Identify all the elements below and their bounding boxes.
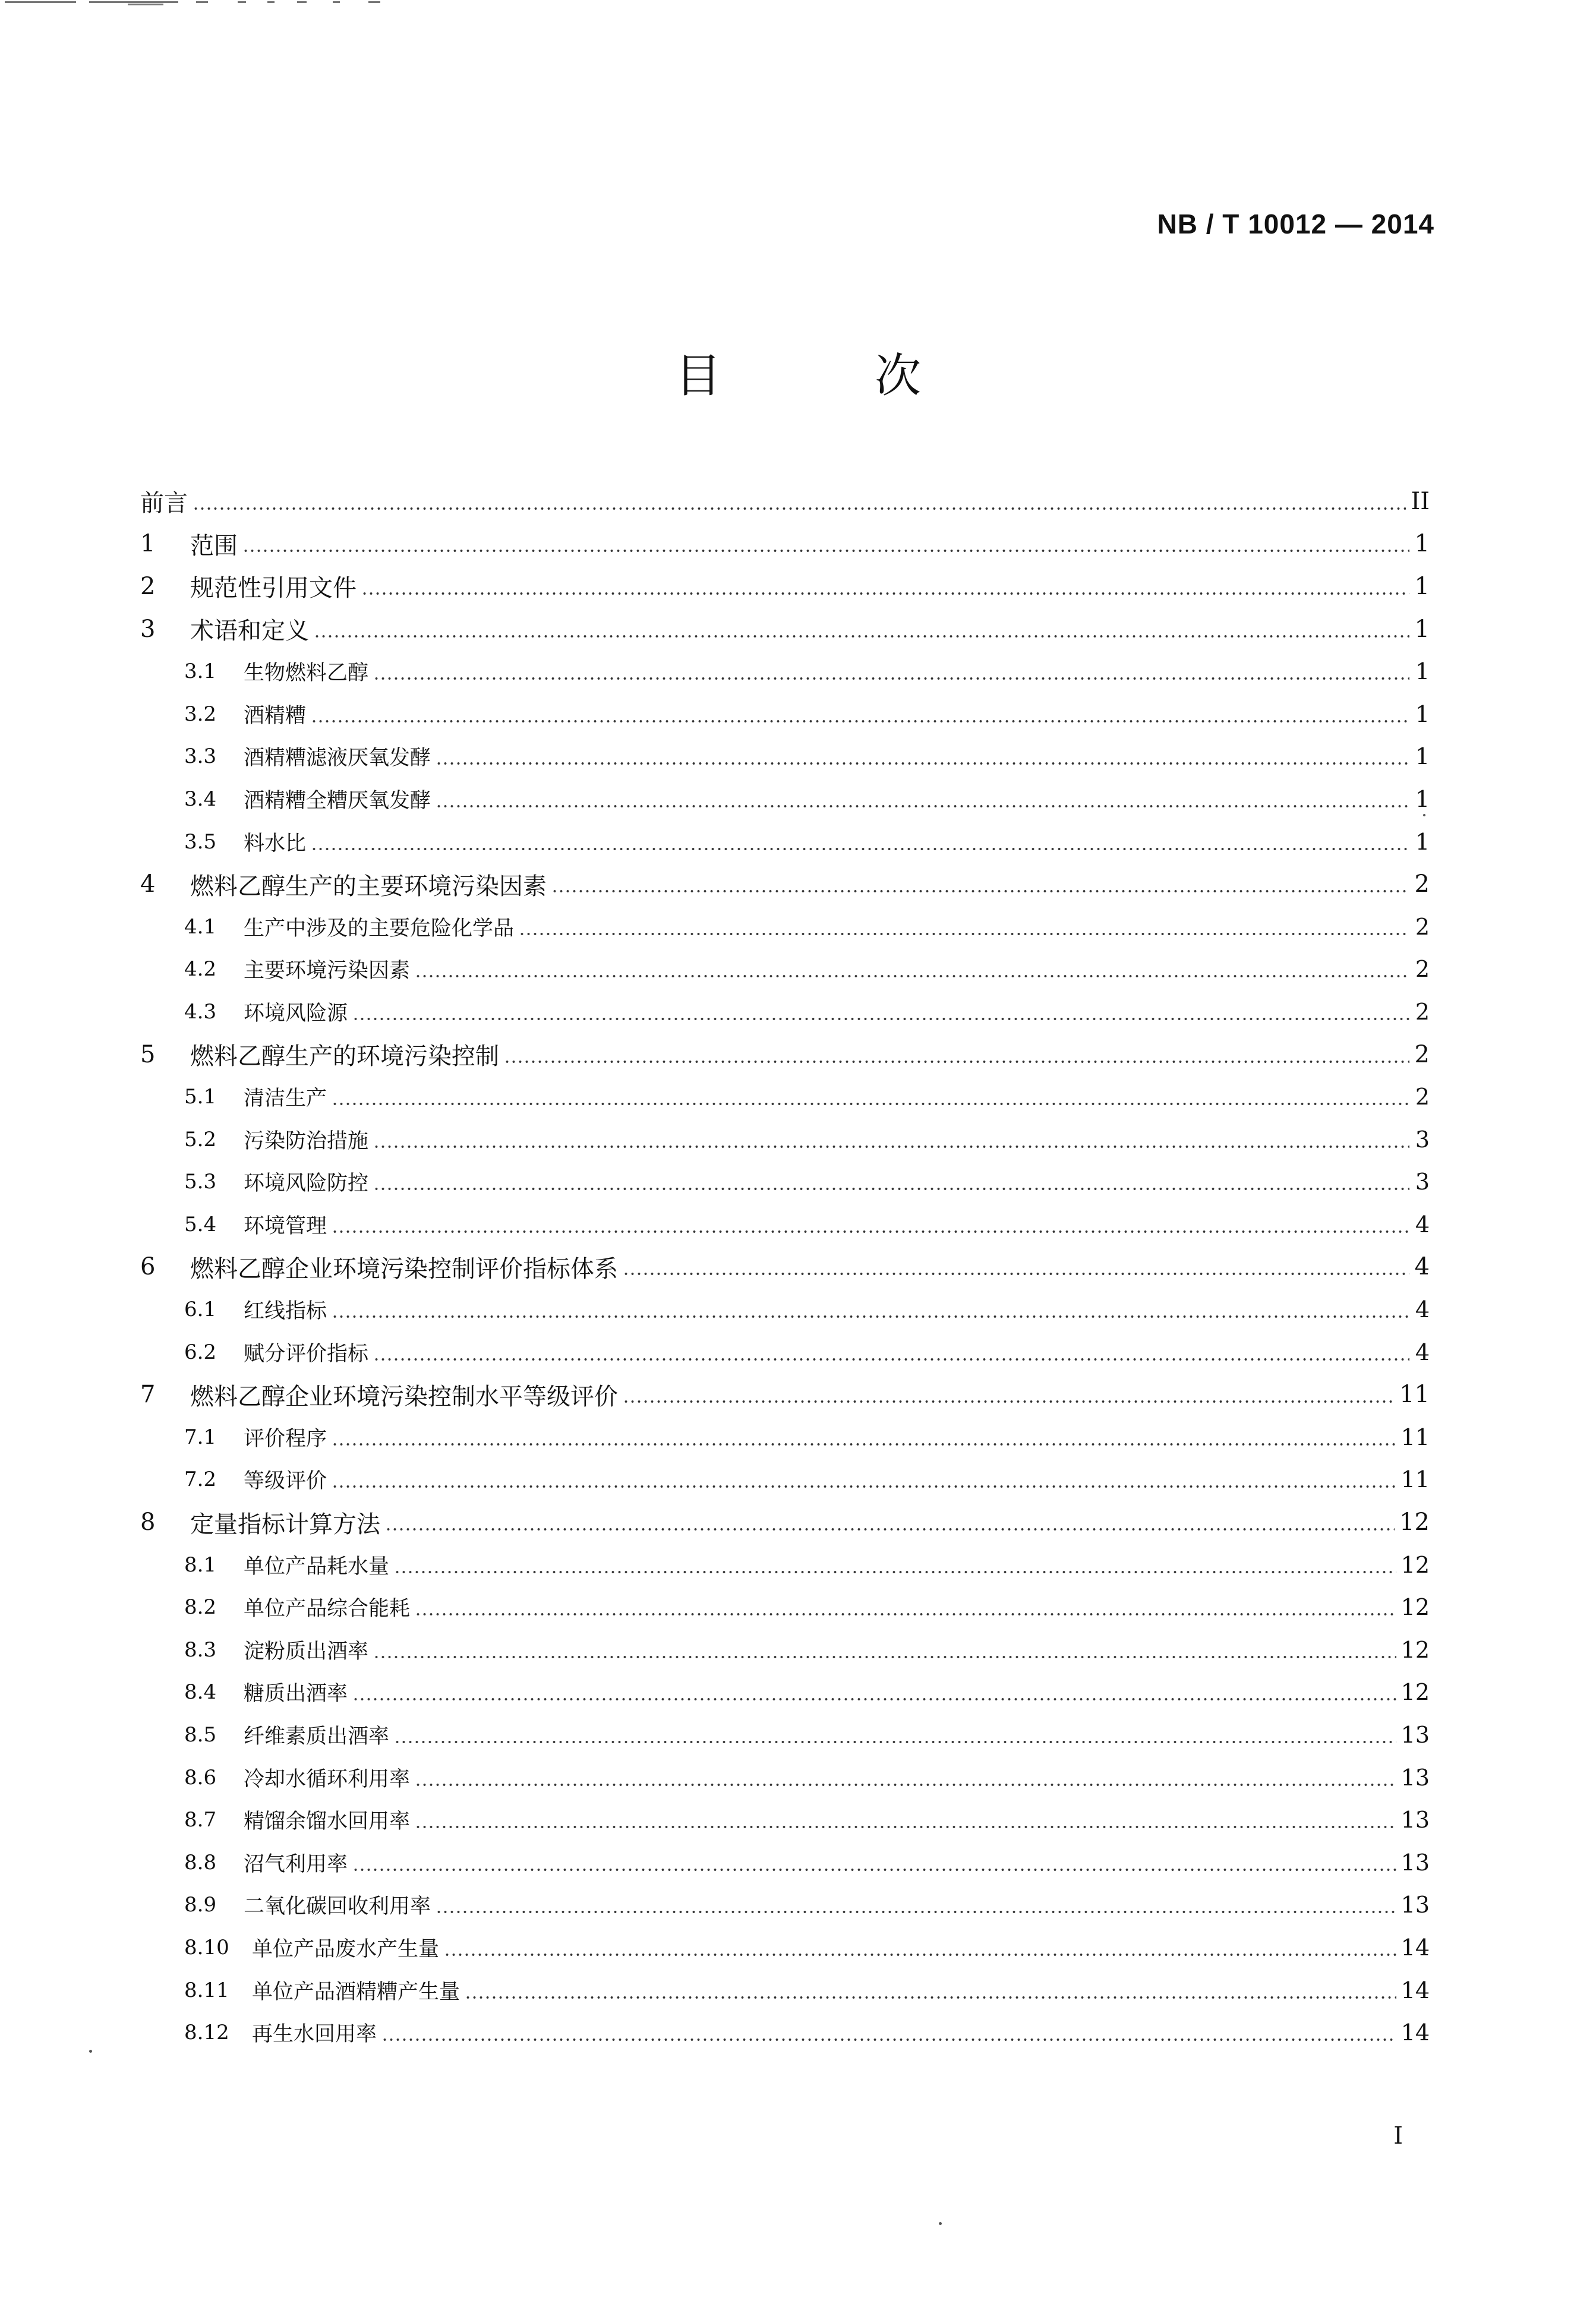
toc-entry-page: 2 (1414, 1040, 1430, 1068)
toc-entry (140, 608, 1430, 651)
toc-entry-number: 3.5 (184, 829, 217, 854)
toc-subentry (140, 1629, 1430, 1671)
toc-subentry (140, 1203, 1430, 1246)
toc-entry-label: 术语和定义 (190, 617, 309, 645)
dot-leader (314, 635, 1409, 638)
toc-entry-label: 规范性引用文件 (190, 575, 357, 602)
dot-leader (394, 1571, 1396, 1573)
toc-entry-page: 4 (1415, 1339, 1430, 1365)
toc-entry-label: 燃料乙醇生产的主要环境污染因素 (190, 872, 547, 900)
toc-entry-number: 3.3 (184, 744, 217, 769)
dot-leader (436, 1911, 1396, 1913)
toc-entry-number: 4 (140, 870, 156, 898)
toc-entry-number: 6.2 (184, 1340, 217, 1364)
toc-entry-label: 冷却水循环利用率 (244, 1767, 411, 1791)
page-title: 目 次 (674, 349, 974, 403)
toc-entry-number: 5.4 (184, 1212, 217, 1236)
toc-entry-label: 红线指标 (244, 1299, 327, 1324)
toc-entry-page: 1 (1414, 615, 1430, 643)
toc-entry (140, 523, 1430, 566)
toc-entry-page: 13 (1401, 1722, 1430, 1749)
toc-entry-page: 2 (1414, 870, 1430, 898)
dot-leader (436, 762, 1409, 765)
toc-entry-number: 4.1 (184, 914, 217, 939)
toc-entry-number: 3.4 (184, 787, 217, 811)
toc-entry-page: 12 (1401, 1636, 1430, 1663)
standard-code: NB / T 10012 — 2014 (1157, 209, 1434, 239)
toc-entry-label: 二氧化碳回收利用率 (244, 1895, 431, 1919)
toc-entry-number: 8.12 (184, 2021, 229, 2045)
dot-leader (415, 1613, 1396, 1615)
toc-subentry (140, 1841, 1430, 1884)
toc-entry-number: 6 (140, 1253, 156, 1281)
page-number: I (1393, 2122, 1403, 2150)
toc-subentry (140, 1756, 1430, 1799)
toc-entry-number: 5 (140, 1040, 156, 1068)
dot-leader (361, 592, 1409, 595)
dot-leader (436, 805, 1409, 807)
toc-entry-label: 再生水回用率 (252, 2022, 377, 2047)
toc-entry-label: 定量指标计算方法 (190, 1510, 380, 1538)
dot-leader (385, 1528, 1395, 1530)
toc-entry-number: 5.3 (184, 1170, 217, 1194)
dot-leader (519, 933, 1409, 935)
toc-subentry (140, 650, 1430, 693)
toc-entry-number: 8.10 (184, 1935, 229, 1959)
toc-entry-page: 3 (1415, 1169, 1430, 1195)
toc-entry-page: 13 (1401, 1892, 1430, 1918)
toc-entry (140, 1501, 1430, 1544)
toc-entry-page: 3 (1415, 1126, 1430, 1153)
dot-leader (373, 1358, 1409, 1361)
toc-entry-number: 7.2 (184, 1468, 217, 1492)
toc-entry-page: 2 (1415, 1084, 1430, 1110)
toc-subentry (140, 1416, 1430, 1459)
dot-leader (373, 677, 1409, 680)
toc-subentry (140, 1459, 1430, 1501)
dot-leader (332, 1230, 1409, 1233)
toc-entry-number: 3.1 (184, 659, 217, 684)
dot-leader (332, 1485, 1396, 1488)
dot-leader (415, 975, 1409, 977)
toc-entry-page: 1 (1415, 658, 1430, 685)
scan-speck (1423, 814, 1425, 816)
toc-entry-number: 3.2 (184, 702, 217, 726)
dot-leader (444, 1954, 1396, 1956)
dot-leader (623, 1400, 1395, 1403)
toc-subentry (140, 1969, 1430, 2012)
toc-entry (140, 480, 1430, 523)
toc-subentry (140, 1713, 1430, 1756)
toc-entry-number: 8.9 (184, 1893, 217, 1917)
toc-entry-page: 1 (1415, 743, 1430, 770)
toc-entry-label: 单位产品耗水量 (244, 1554, 390, 1579)
toc-entry-label: 燃料乙醇企业环境污染控制评价指标体系 (190, 1255, 618, 1283)
toc-entry-label: 环境风险防控 (244, 1172, 369, 1196)
toc-subentry (140, 1161, 1430, 1204)
toc-entry-label: 酒精糟滤液厌氧发酵 (244, 746, 431, 771)
toc-subentry (140, 1884, 1430, 1927)
toc-subentry (140, 1798, 1430, 1841)
toc-subentry (140, 1075, 1430, 1118)
toc-entry-label: 单位产品综合能耗 (244, 1597, 411, 1621)
dot-leader (504, 1061, 1409, 1063)
dot-leader (242, 550, 1409, 552)
dot-leader (311, 848, 1409, 850)
dot-leader (193, 507, 1406, 510)
dot-leader (311, 720, 1409, 722)
toc-entry-number: 8.4 (184, 1680, 217, 1705)
dot-leader (373, 1656, 1396, 1658)
toc-entry-page: II (1411, 487, 1430, 515)
toc-entry-page: 12 (1401, 1594, 1430, 1621)
dot-leader (373, 1188, 1409, 1190)
toc-entry-number: 8.11 (184, 1978, 229, 2002)
toc-entry-number: 5.2 (184, 1127, 217, 1151)
toc-entry-number: 8.3 (184, 1637, 217, 1662)
toc-entry-label: 生物燃料乙醇 (244, 661, 369, 686)
toc-entry-page: 13 (1401, 1807, 1430, 1834)
toc-entry-page: 1 (1414, 530, 1430, 558)
toc-entry-page: 4 (1414, 1253, 1430, 1281)
toc-entry-page: 1 (1415, 700, 1430, 727)
dot-leader (352, 1018, 1409, 1020)
dot-leader (352, 1698, 1396, 1700)
toc-entry-page: 2 (1415, 913, 1430, 940)
toc-entry-page: 4 (1415, 1211, 1430, 1238)
toc-subentry (140, 1544, 1430, 1586)
toc-entry-page: 11 (1401, 1466, 1430, 1493)
toc-entry-label: 环境风险源 (244, 1001, 348, 1025)
toc-entry-page: 4 (1415, 1296, 1430, 1323)
toc-entry-label: 污染防治措施 (244, 1129, 369, 1153)
toc-entry-number: 3 (140, 615, 156, 643)
toc-entry-number: 4.3 (184, 999, 217, 1024)
toc-entry-label: 生产中涉及的主要危险化学品 (244, 916, 515, 941)
toc-entry-label: 燃料乙醇生产的环境污染控制 (190, 1043, 499, 1071)
toc-entry-label: 沼气利用率 (244, 1852, 348, 1876)
dot-leader (551, 890, 1409, 892)
toc-entry-page: 12 (1399, 1509, 1430, 1536)
toc-entry-page: 12 (1401, 1551, 1430, 1578)
toc-entry-number: 4.2 (184, 957, 217, 982)
toc-entry-page: 1 (1414, 572, 1430, 600)
toc-entry-label: 糖质出酒率 (244, 1682, 348, 1706)
toc-entry-label: 范围 (190, 532, 238, 560)
toc-entry-number: 6.1 (184, 1298, 217, 1322)
toc-entry-page: 13 (1401, 1849, 1430, 1876)
toc-entry-label: 酒精糟全糟厌氧发酵 (244, 788, 431, 813)
toc-subentry (140, 693, 1430, 736)
table-of-contents (140, 480, 1430, 2054)
toc-entry-page: 13 (1401, 1764, 1430, 1791)
toc-subentry (140, 948, 1430, 991)
toc-entry-label: 前言 (140, 490, 188, 517)
dot-leader (465, 1996, 1396, 1999)
toc-entry-label: 纤维素质出酒率 (244, 1725, 390, 1749)
toc-entry-number: 7.1 (184, 1425, 217, 1449)
toc-subentry (140, 1118, 1430, 1161)
toc-entry (140, 1033, 1430, 1076)
dot-leader (332, 1103, 1409, 1105)
toc-entry (140, 565, 1430, 608)
toc-subentry (140, 1926, 1430, 1969)
toc-entry-number: 8.1 (184, 1552, 217, 1577)
toc-entry-page: 12 (1401, 1679, 1430, 1706)
toc-entry-number: 8.6 (184, 1765, 217, 1790)
toc-entry-label: 赋分评价指标 (244, 1342, 369, 1366)
toc-entry-page: 11 (1401, 1424, 1430, 1450)
toc-entry-page: 1 (1415, 828, 1430, 855)
toc-entry-page: 1 (1415, 785, 1430, 812)
toc-entry-number: 8.2 (184, 1595, 217, 1620)
scan-speck (939, 2222, 942, 2225)
toc-entry-page: 2 (1415, 956, 1430, 983)
scan-artifact (0, 0, 416, 8)
toc-entry-page: 2 (1415, 998, 1430, 1025)
toc-entry-label: 淀粉质出酒率 (244, 1639, 369, 1664)
toc-entry-number: 8.5 (184, 1723, 217, 1747)
dot-leader (415, 1784, 1396, 1786)
toc-entry (140, 863, 1430, 905)
dot-leader (332, 1315, 1409, 1318)
toc-entry-page: 14 (1401, 2019, 1430, 2046)
toc-subentry (140, 905, 1430, 948)
toc-entry-page: 14 (1401, 1934, 1430, 1961)
toc-entry-label: 精馏余馏水回用率 (244, 1810, 411, 1834)
toc-subentry (140, 990, 1430, 1033)
toc-entry-number: 2 (140, 572, 156, 600)
toc-entry-number: 8.7 (184, 1808, 217, 1832)
dot-leader (352, 1869, 1396, 1871)
toc-entry-page: 11 (1399, 1381, 1430, 1409)
toc-entry-label: 燃料乙醇企业环境污染控制水平等级评价 (190, 1383, 618, 1410)
toc-subentry (140, 1331, 1430, 1374)
dot-leader (373, 1145, 1409, 1148)
dot-leader (415, 1826, 1396, 1828)
toc-entry-number: 8.8 (184, 1850, 217, 1874)
toc-entry-label: 评价程序 (244, 1427, 327, 1451)
scan-speck (89, 2050, 92, 2053)
toc-entry (140, 1373, 1430, 1416)
toc-entry-label: 主要环境污染因素 (244, 959, 411, 983)
dot-leader (394, 1741, 1396, 1743)
toc-entry-number: 1 (140, 530, 156, 558)
toc-entry-page: 14 (1401, 1977, 1430, 2003)
toc-entry-label: 环境管理 (244, 1214, 327, 1238)
toc-entry-number: 8 (140, 1509, 156, 1536)
toc-subentry (140, 736, 1430, 778)
toc-subentry (140, 821, 1430, 863)
toc-entry-number: 7 (140, 1381, 156, 1409)
dot-leader (332, 1443, 1396, 1446)
dot-leader (381, 2038, 1396, 2041)
toc-entry-label: 酒精糟 (244, 703, 307, 728)
toc-entry-number: 5.1 (184, 1085, 217, 1109)
toc-entry-label: 清洁生产 (244, 1087, 327, 1111)
toc-entry-label: 料水比 (244, 831, 307, 856)
toc-subentry (140, 778, 1430, 821)
toc-subentry (140, 2011, 1430, 2054)
dot-leader (623, 1273, 1409, 1275)
toc-entry-label: 等级评价 (244, 1469, 327, 1494)
toc-subentry (140, 1288, 1430, 1331)
toc-subentry (140, 1671, 1430, 1714)
toc-subentry (140, 1586, 1430, 1629)
toc-entry-label: 单位产品废水产生量 (252, 1937, 440, 1961)
toc-entry-label: 单位产品酒精糟产生量 (252, 1980, 460, 2004)
toc-entry (140, 1246, 1430, 1289)
